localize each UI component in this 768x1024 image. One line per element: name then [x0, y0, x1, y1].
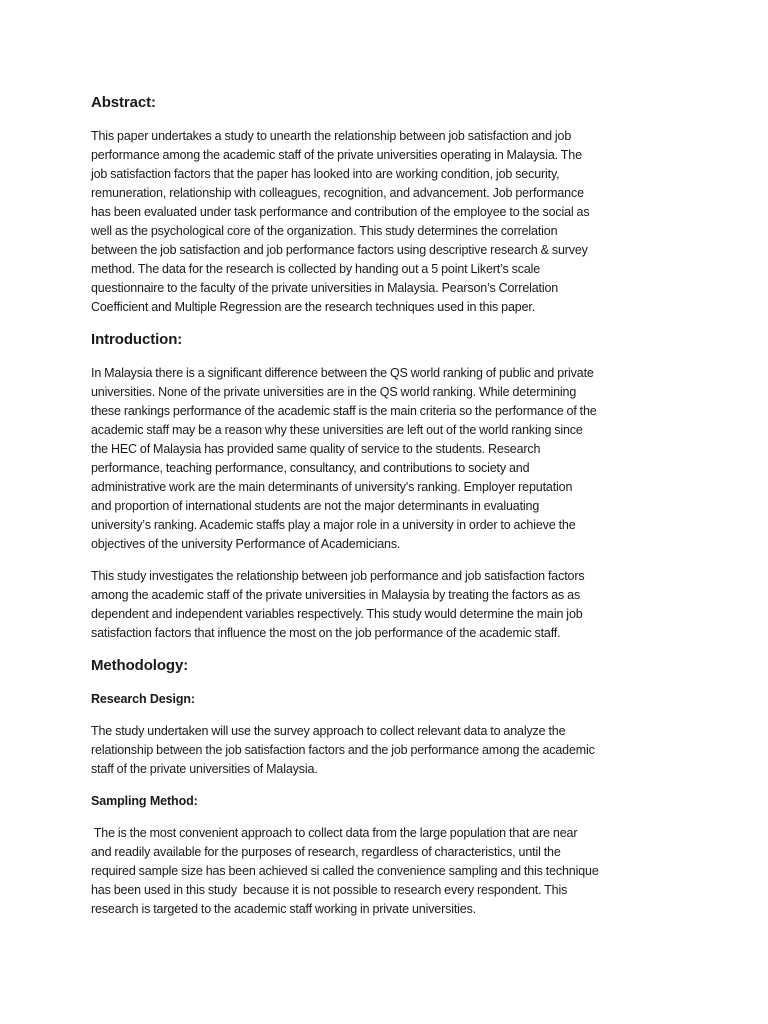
text-line: among the academic staff of the private universities in Malaysia by treating the factors as as: [91, 588, 581, 602]
sampling-method-paragraph: [91, 824, 679, 919]
text-line: job satisfaction factors that the paper has looked into are working condition, job security,: [91, 167, 560, 181]
text-line: and readily available for the purposes of research, regardless of characteristics, until the: [91, 845, 561, 859]
text-line: and proportion of international students are not the major determinants in evaluating: [91, 499, 540, 513]
methodology-heading: Methodology:: [91, 657, 189, 674]
text-line: these rankings performance of the academic staff is the main criteria so the performance of the: [91, 404, 597, 418]
introduction-paragraph-2: [91, 567, 679, 643]
text-line: between the job satisfaction and job performance factors using descriptive research & survey: [91, 243, 588, 257]
text-line: In Malaysia there is a significant difference between the QS world ranking of public and private: [91, 366, 594, 380]
text-line: remuneration, relationship with colleagues, recognition, and advancement. Job performance: [91, 186, 584, 200]
text-line: well as the psychological core of the organization. This study determines the correlation: [91, 224, 558, 238]
abstract-paragraph: [91, 127, 679, 317]
introduction-paragraph-1: [91, 364, 679, 554]
text-line: the HEC of Malaysia has provided same quality of service to the students. Research: [91, 442, 541, 456]
text-line: performance among the academic staff of the private universities operating in Malaysia. The: [91, 148, 582, 162]
text-line: This study investigates the relationship between job performance and job satisfaction factors: [91, 569, 585, 583]
research-design-paragraph: [91, 722, 679, 779]
document-content: [91, 93, 679, 932]
text-line: The study undertaken will use the survey approach to collect relevant data to analyze the: [91, 724, 566, 738]
abstract-heading: Abstract:: [91, 94, 156, 111]
text-line: The is the most convenient approach to collect data from the large population that are near: [91, 826, 578, 840]
text-line: universities. None of the private universities are in the QS world ranking. While determining: [91, 385, 577, 399]
text-line: This paper undertakes a study to unearth the relationship between job satisfaction and job: [91, 129, 572, 143]
text-line: academic staff may be a reason why these universities are left out of the world ranking since: [91, 423, 583, 437]
text-line: dependent and independent variables respectively. This study would determine the main job: [91, 607, 583, 621]
sampling-method-heading: Sampling Method:: [91, 794, 198, 808]
text-line: administrative work are the main determinants of university's ranking. Employer reputation: [91, 480, 573, 494]
text-line: questionnaire to the faculty of the private universities in Malaysia. Pearson’s Correlation: [91, 281, 559, 295]
text-line: satisfaction factors that influence the most on the job performance of the academic staff.: [91, 626, 561, 640]
text-line: has been used in this study because it is not possible to research every respondent. This: [91, 883, 568, 897]
text-line: relationship between the job satisfaction factors and the job performance among the academic: [91, 743, 595, 757]
text-line: required sample size has been achieved si called the convenience sampling and this technique: [91, 864, 599, 878]
text-line: staff of the private universities of Malaysia.: [91, 762, 318, 776]
introduction-heading: Introduction:: [91, 331, 183, 348]
text-line: has been evaluated under task performance and contribution of the employee to the social as: [91, 205, 590, 219]
text-line: performance, teaching performance, consultancy, and contributions to society and: [91, 461, 530, 475]
research-design-heading: Research Design:: [91, 692, 195, 706]
text-line: objectives of the university Performance of Academicians.: [91, 537, 401, 551]
text-line: university’s ranking. Academic staffs play a major role in a university in order to achieve the: [91, 518, 576, 532]
text-line: method. The data for the research is collected by handing out a 5 point Likert’s scale: [91, 262, 541, 276]
text-line: Coefficient and Multiple Regression are the research techniques used in this paper.: [91, 300, 536, 314]
text-line: research is targeted to the academic staff working in private universities.: [91, 902, 477, 916]
